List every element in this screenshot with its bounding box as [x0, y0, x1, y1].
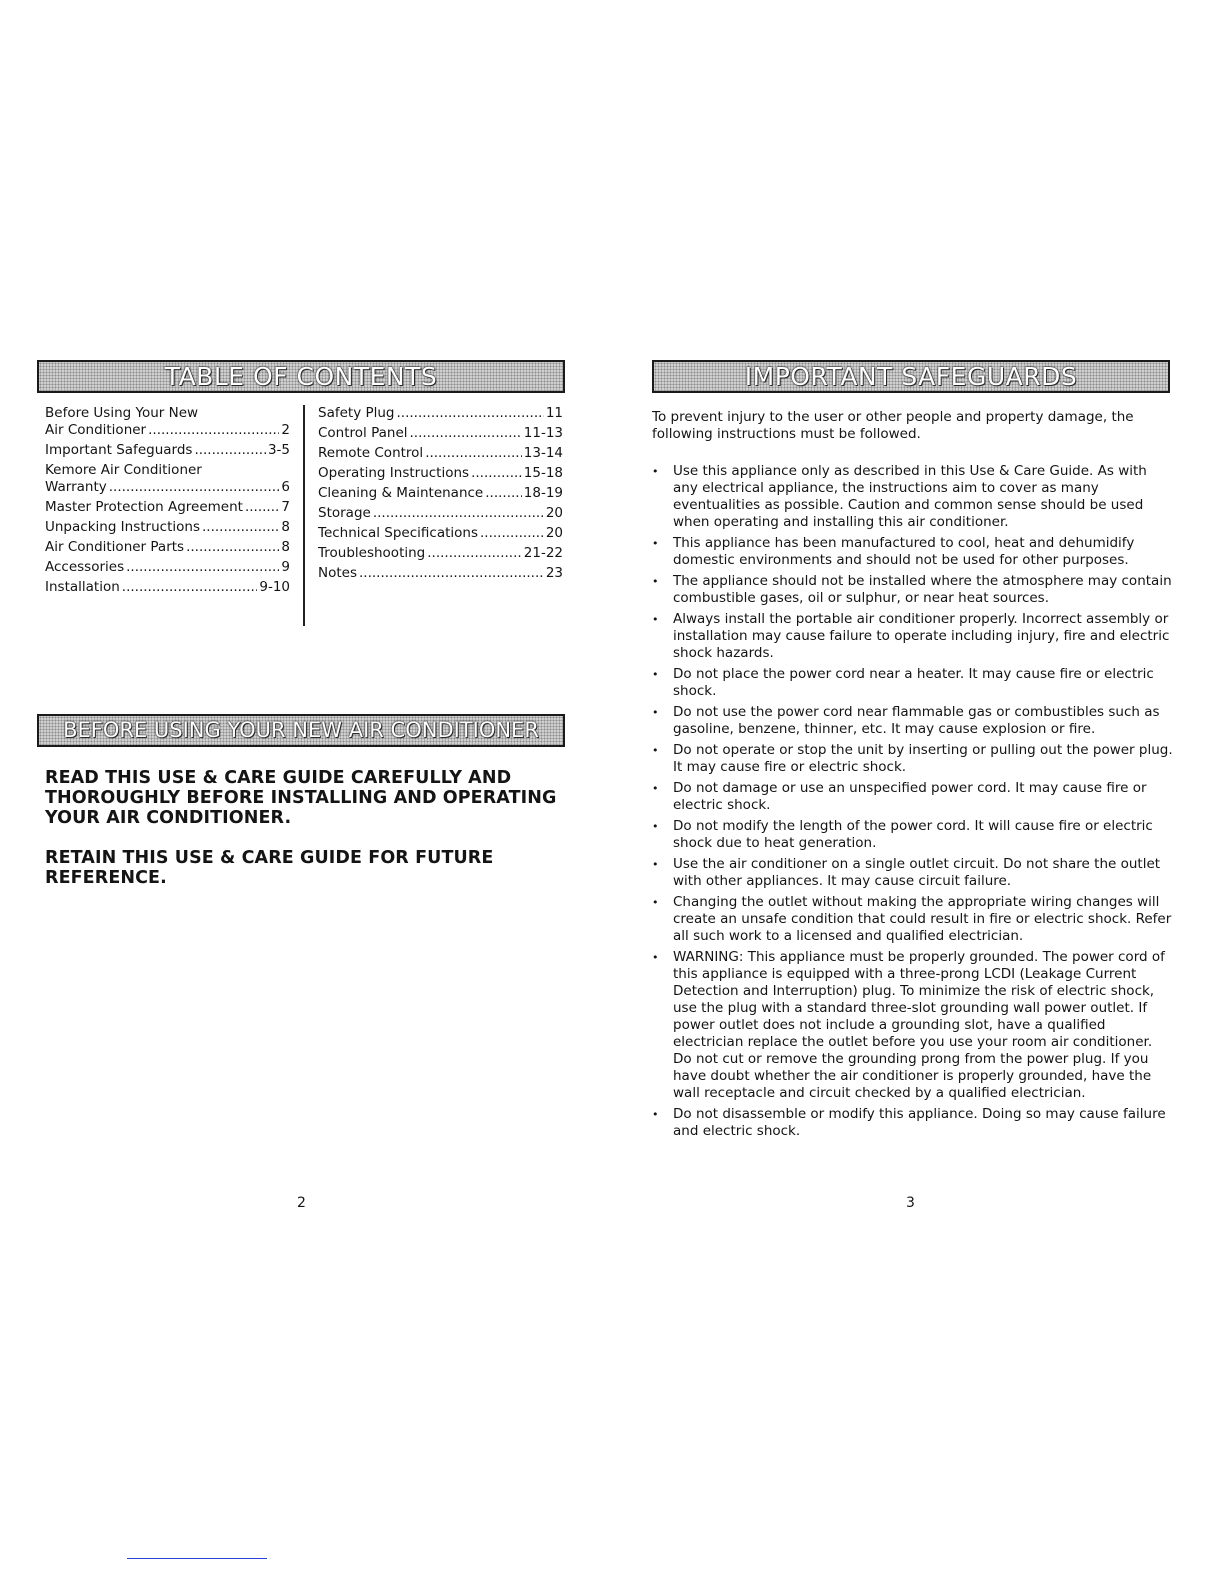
toc-entry [45, 579, 290, 596]
toc-leader-dots [427, 545, 522, 562]
footer-link-underline [127, 1558, 267, 1559]
safeguard-item: • Do not modify the length of the power cord. It will cause fire or electric shock due to heat generation. [652, 818, 1174, 852]
safeguard-item: • Changing the outlet without making the appropriate wiring changes will create an unsafe condition that could result in fire or electric shock. Refer all such work to a licensed and qualified electrician. [652, 894, 1174, 945]
toc-page-number: 9-10 [259, 579, 290, 595]
toc-entry [45, 442, 290, 459]
toc-entry-title: Remote Control [318, 445, 424, 461]
read-guide-callout: READ THIS USE & CARE GUIDE CAREFULLY AND THOROUGHLY BEFORE INSTALLING AND OPERATING YOUR AIR CONDITIONER. [45, 768, 557, 828]
toc-page-number: 8 [281, 519, 290, 535]
toc-entry-title-line: Kemore Air Conditioner [45, 462, 202, 478]
toc-page-number: 11-13 [523, 425, 563, 441]
toc-entry-title: Air Conditioner [45, 422, 147, 438]
safeguard-item: • The appliance should not be installed where the atmosphere may contain combustible gases, oil or sulphur, or near heat sources. [652, 573, 1174, 607]
toc-leader-dots [425, 445, 522, 462]
safeguards-list [652, 463, 1174, 1144]
safeguard-item: • Use this appliance only as described in this Use & Care Guide. As with any electrical appliance, the instructions aim to cover as many eventualities as possible. Caution and common sense should be used when operating and installing this air conditioner. [652, 463, 1174, 531]
toc-entry-title: Accessories [45, 559, 125, 575]
toc-page-number: 21-22 [523, 545, 563, 561]
toc-entry-title: Safety Plug [318, 405, 395, 421]
toc-entry [45, 519, 290, 536]
toc-leader-dots [480, 525, 544, 542]
toc-entry-title: Cleaning & Maintenance [318, 485, 484, 501]
safeguards-heading: IMPORTANT SAFEGUARDS [652, 360, 1170, 393]
toc-entry [318, 405, 563, 422]
page-number-left: 2 [297, 1195, 306, 1211]
retain-guide-callout: RETAIN THIS USE & CARE GUIDE FOR FUTURE REFERENCE. [45, 848, 494, 888]
toc-page-number: 3-5 [267, 442, 290, 458]
toc-entry-title: Storage [318, 505, 371, 521]
toc-page-number: 13-14 [523, 445, 563, 461]
toc-page-number: 2 [281, 422, 290, 438]
toc-leader-dots [186, 539, 279, 556]
toc-entry-title: Air Conditioner Parts [45, 539, 185, 555]
safeguard-item: • WARNING: This appliance must be properly grounded. The power cord of this appliance is equipped with a three-prong LCDI (Leakage Current Detection and Interruption) plug. To minimize the risk of electric shock, use the plug with a standard three-slot grounding wall power outlet. If power outlet does not include a grounding slot, have a qualified electrician replace the outlet before you use your room air conditioner. Do not cut or remove the grounding prong from the power plug. If you have doubt whether the air conditioner is properly grounded, have the wall receptacle and circuit checked by a qualified electrician. [652, 949, 1174, 1102]
toc-entry-title: Important Safeguards [45, 442, 193, 458]
toc-entry [318, 565, 563, 582]
toc-heading: TABLE OF CONTENTS [37, 360, 565, 393]
toc-entry-title: Warranty [45, 479, 107, 495]
toc-page-number: 15-18 [523, 465, 563, 481]
toc-entry-title: Unpacking Instructions [45, 519, 200, 535]
toc-entry-title: Notes [318, 565, 357, 581]
toc-entry-title: Master Protection Agreement [45, 499, 243, 515]
toc-leader-dots [373, 505, 544, 522]
toc-page-number: 11 [545, 405, 563, 421]
toc-leader-dots [148, 422, 279, 439]
toc-entry-title-line: Before Using Your New [45, 405, 199, 421]
toc-entry [318, 445, 563, 462]
toc-leader-dots [245, 499, 279, 516]
toc-entry [45, 499, 290, 516]
safeguards-intro: To prevent injury to the user or other people and property damage, the following instructions must be followed. [652, 409, 1134, 442]
safeguard-item: • Do not place the power cord near a heater. It may cause fire or electric shock. [652, 666, 1174, 700]
toc-page-number: 20 [545, 505, 563, 521]
safeguard-item: • Always install the portable air conditioner properly. Incorrect assembly or installation may cause failure to operate including injury, fire and electric shock hazards. [652, 611, 1174, 662]
toc-leader-dots [397, 405, 544, 422]
safeguard-item: • Do not use the power cord near flammable gas or combustibles such as gasoline, benzene, thinner, etc. It may cause explosion or fire. [652, 704, 1174, 738]
toc-page-number: 7 [281, 499, 290, 515]
safeguard-item: • Do not disassemble or modify this appliance. Doing so may cause failure and electric shock. [652, 1106, 1174, 1140]
toc-entry-title: Control Panel [318, 425, 408, 441]
safeguard-item: • Do not damage or use an unspecified power cord. It may cause fire or electric shock. [652, 780, 1174, 814]
page-number-right: 3 [906, 1195, 915, 1211]
toc-entry [318, 525, 563, 542]
toc-entry [318, 425, 563, 442]
safeguard-item: • This appliance has been manufactured to cool, heat and dehumidify domestic environments and should not be used for other purposes. [652, 535, 1174, 569]
toc-leader-dots [359, 565, 544, 582]
toc-leader-dots [410, 425, 522, 442]
safeguard-item: • Do not operate or stop the unit by inserting or pulling out the power plug. It may cause fire or electric shock. [652, 742, 1174, 776]
toc-page-number: 18-19 [523, 485, 563, 501]
toc-entry [45, 539, 290, 556]
toc-entry [318, 505, 563, 522]
toc-left-column [45, 405, 290, 599]
toc-column-divider [303, 405, 305, 626]
toc-entry [45, 405, 290, 439]
toc-leader-dots [471, 465, 522, 482]
toc-leader-dots [202, 519, 279, 536]
toc-entry [45, 559, 290, 576]
toc-leader-dots [485, 485, 522, 502]
toc-leader-dots [122, 579, 258, 596]
toc-page-number: 20 [545, 525, 563, 541]
safeguard-item: • Use the air conditioner on a single outlet circuit. Do not share the outlet with other appliances. It may cause circuit failure. [652, 856, 1174, 890]
toc-page-number: 9 [281, 559, 290, 575]
toc-entry-title: Technical Specifications [318, 525, 478, 541]
toc-entry-title: Troubleshooting [318, 545, 426, 561]
before-using-heading: BEFORE USING YOUR NEW AIR CONDITIONER [37, 714, 565, 747]
toc-page-number: 23 [545, 565, 563, 581]
toc-entry [45, 462, 290, 496]
toc-entry-title: Installation [45, 579, 120, 595]
toc-entry [318, 545, 563, 562]
toc-page-number: 8 [281, 539, 290, 555]
toc-leader-dots [194, 442, 266, 459]
toc-right-column [318, 405, 563, 585]
toc-page-number: 6 [281, 479, 290, 495]
toc-entry-title: Operating Instructions [318, 465, 470, 481]
toc-entry [318, 465, 563, 482]
toc-leader-dots [109, 479, 280, 496]
toc-leader-dots [126, 559, 279, 576]
toc-entry [318, 485, 563, 502]
